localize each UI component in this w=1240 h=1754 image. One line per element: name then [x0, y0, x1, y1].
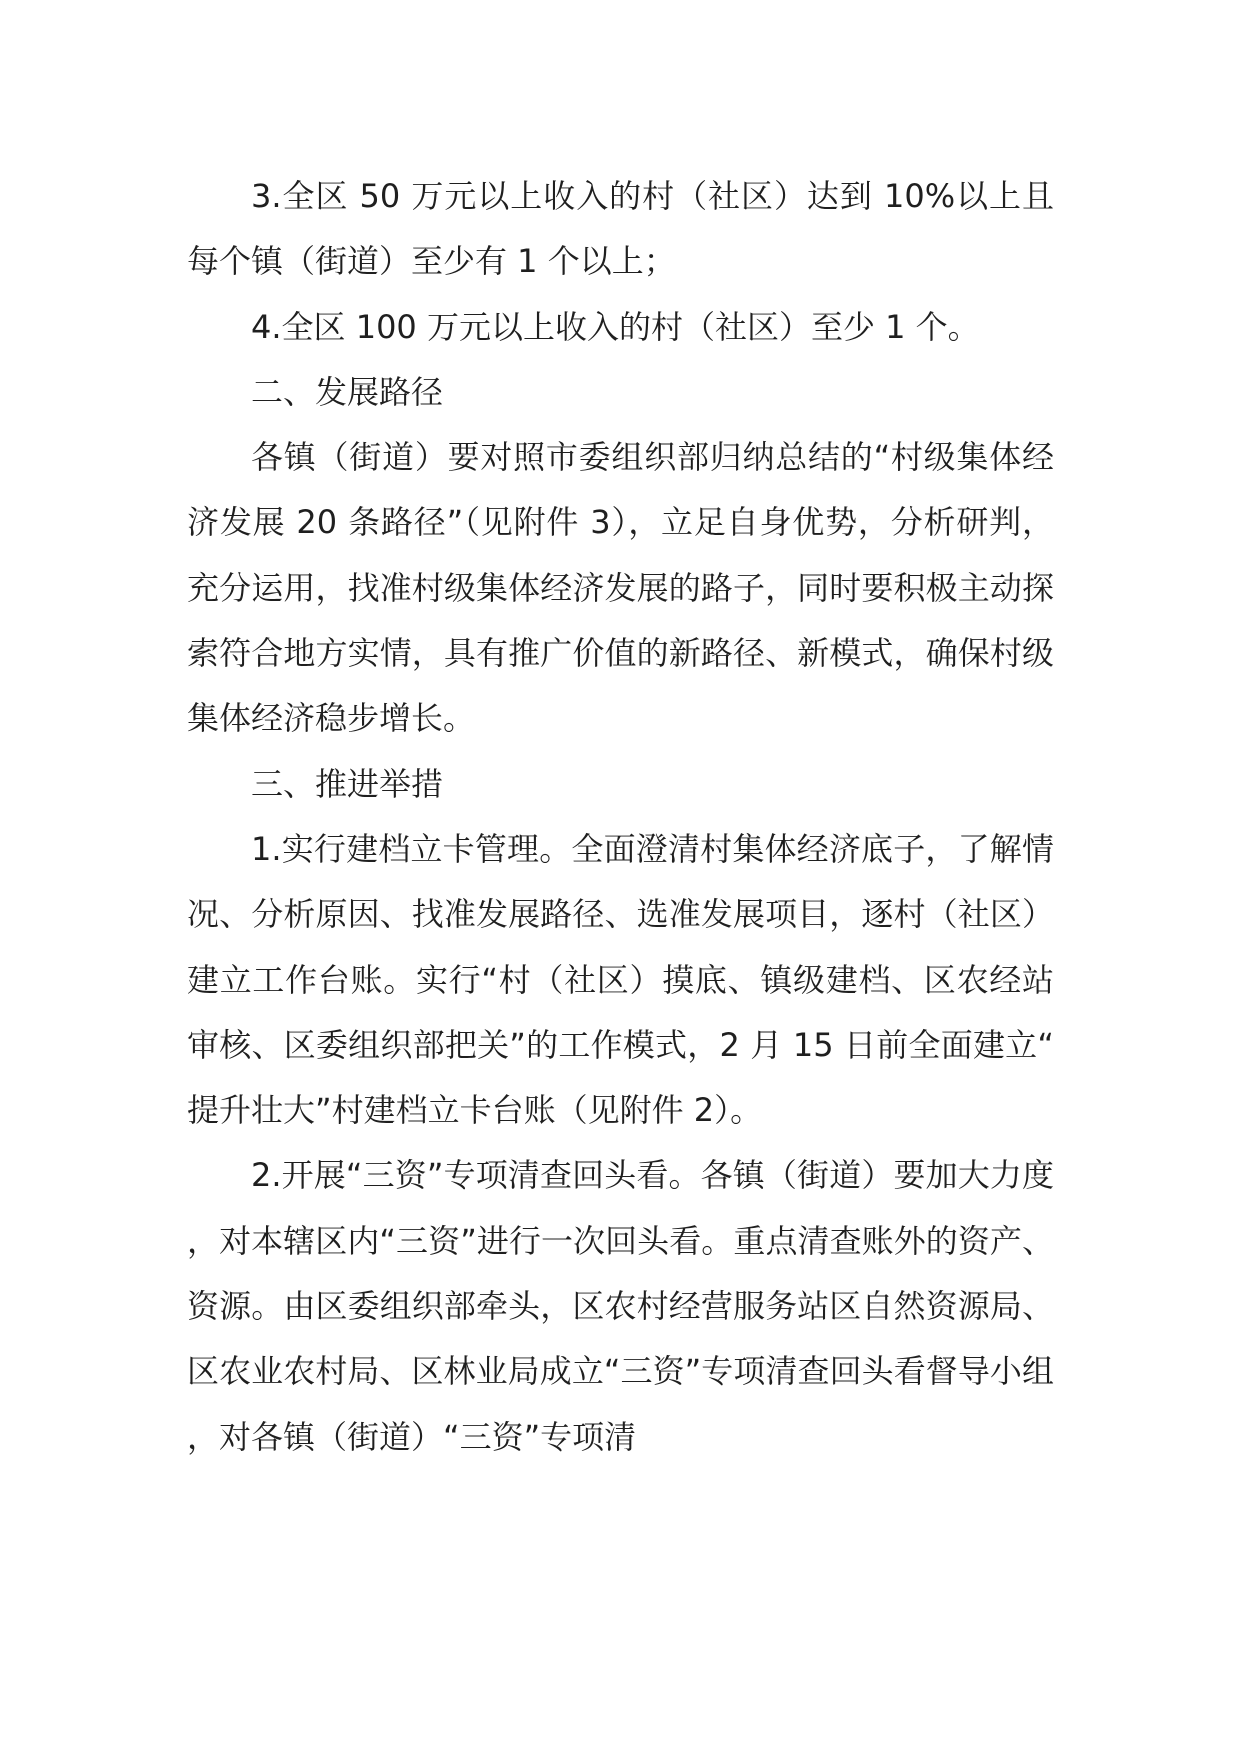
paragraph-target-4: 4.全区 100 万元以上收入的村（社区）至少 1 个。 — [251, 307, 980, 346]
paragraph-development-path: 各镇（街道）要对照市委组织部归纳总结的“村级集体经济发展 20 条路径”（见附件 3），立足自身优势，分析研判，充分运用，找准村级集体经济发展的路子，同时要积极主动探索符合地方实情，具有推广价值的新路径、新模式，确保村级集体经济稳步增长。 — [187, 438, 1054, 738]
document-body — [187, 164, 1054, 1470]
paragraph-measure-1: 1.实行建档立卡管理。全面澄清村集体经济底子，了解情况、分析原因、找准发展路径、选准发展项目，逐村（社区）建立工作台账。实行“村（社区）摸底、镇级建档、区农经站审核、区委组织部把关”的工作模式，2 月 15 日前全面建立“提升壮大”村建档立卡台账（见附件 2）。 — [187, 829, 1054, 1130]
section-heading-measures: 三、推进举措 — [251, 764, 444, 803]
section-heading-development-path: 二、发展路径 — [251, 372, 444, 411]
paragraph-measure-2: 2.开展“三资”专项清查回头看。各镇（街道）要加大力度，对本辖区内“三资”进行一次回头看。重点清查账外的资产、资源。由区委组织部牵头，区农村经营服务站区自然资源局、区农业农村局、区林业局成立“三资”专项清查回头看督导小组，对各镇（街道）“三资”专项清 — [187, 1156, 1054, 1456]
paragraph-target-3: 3.全区 50 万元以上收入的村（社区）达到 10%以上且每个镇（街道）至少有 1 个以上； — [187, 177, 1054, 281]
